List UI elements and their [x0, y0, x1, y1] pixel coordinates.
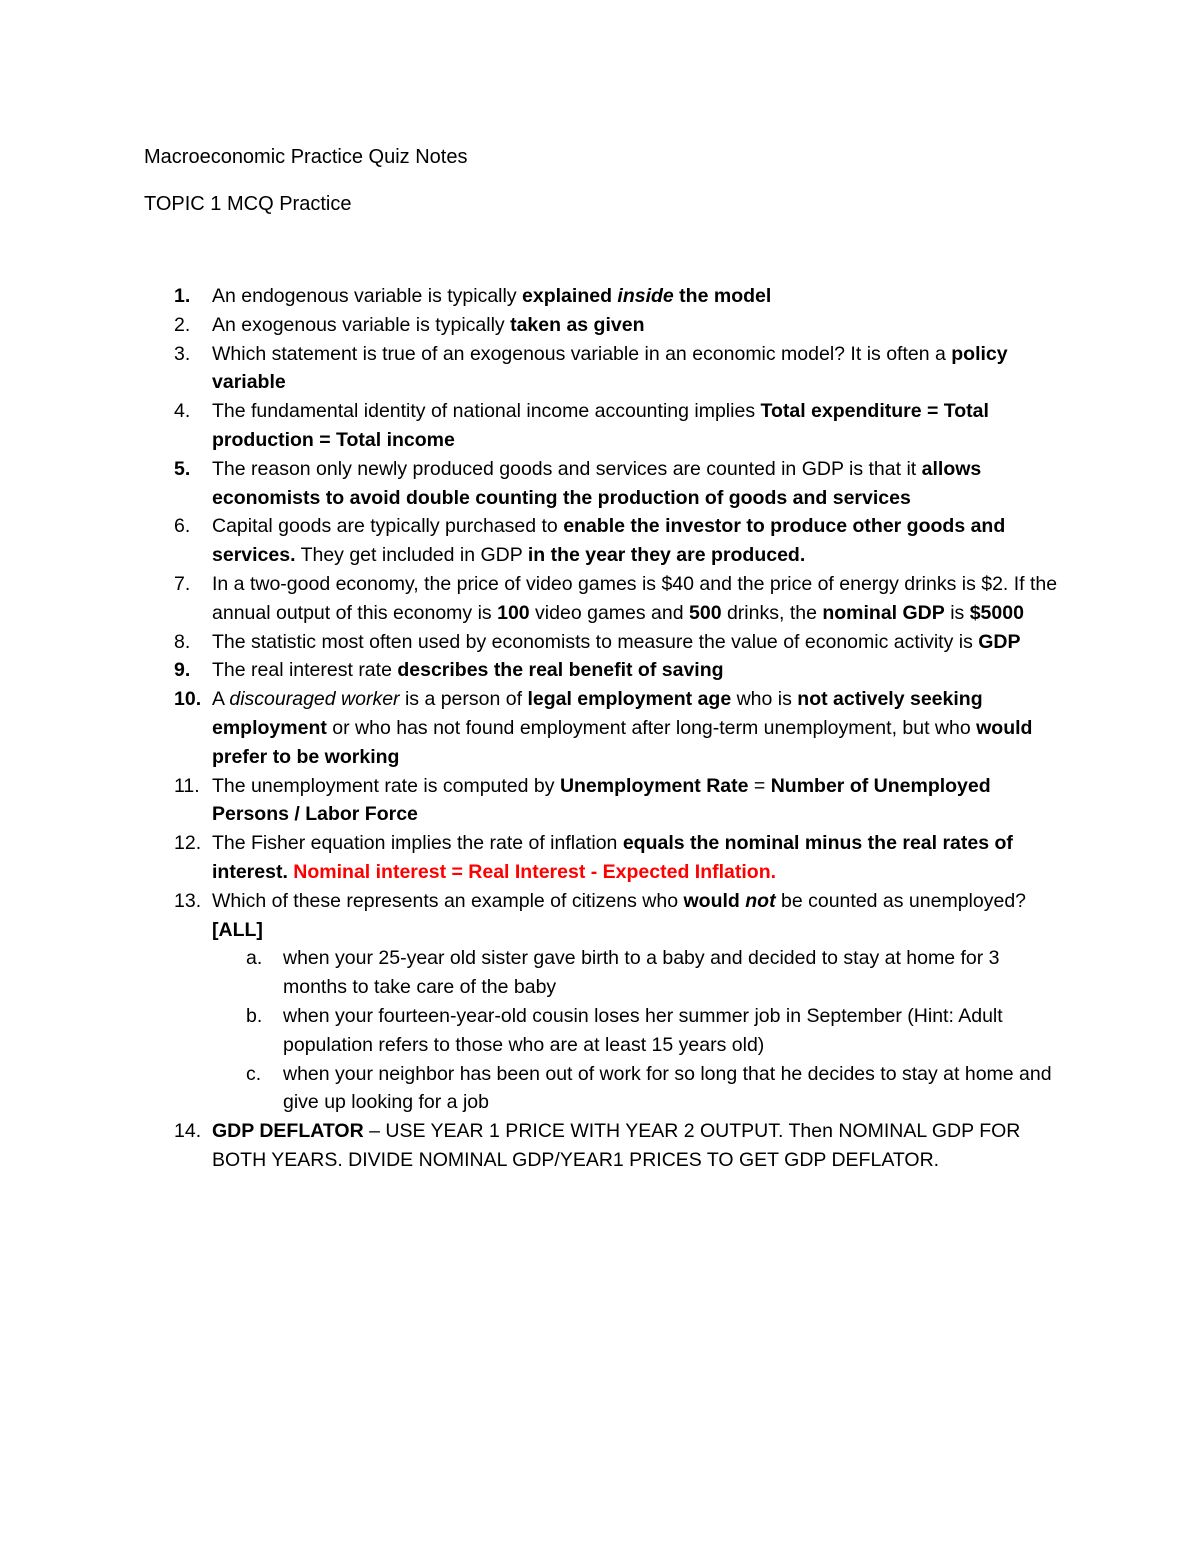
list-item	[144, 685, 1064, 771]
list-item	[144, 628, 1064, 657]
list-item-number: 14.	[174, 1120, 202, 1143]
text-run: is a person of	[399, 688, 528, 711]
text-run: The reason only newly produced goods and services are counted in GDP is that it	[212, 457, 922, 480]
list-item	[144, 455, 1064, 513]
list-item-text	[212, 631, 1021, 653]
list-item-text	[212, 688, 1032, 768]
list-item	[144, 397, 1064, 455]
text-run: 500	[689, 601, 722, 624]
text-run: – USE YEAR 1 PRICE WITH YEAR 2 OUTPUT. Then NOMINAL GDP FOR BOTH YEARS. DIVIDE NOMINAL GDP/YEAR1 PRICES TO GET GDP DEFLATOR.	[212, 1120, 1021, 1171]
sub-list	[212, 944, 1064, 1117]
text-run: not actively seeking employment	[212, 688, 983, 739]
text-run: A	[212, 688, 230, 711]
question-list	[144, 282, 1064, 1175]
list-item-number: 10.	[174, 688, 202, 711]
text-run: the model	[673, 285, 772, 307]
text-run: drinks, the	[721, 601, 823, 624]
list-item-number: 5.	[174, 457, 191, 480]
list-item	[144, 340, 1064, 398]
list-item	[144, 772, 1064, 830]
text-run: Total expenditure = Total production = Total income	[212, 400, 989, 451]
list-item-number: 12.	[174, 832, 202, 855]
text-run: The unemployment rate is computed by	[212, 774, 560, 797]
list-item-text	[212, 285, 771, 307]
text-run: Nominal interest = Real Interest - Expected Inflation.	[293, 860, 777, 883]
text-run: explained	[522, 285, 618, 307]
text-run: nominal GDP	[822, 601, 945, 624]
sub-list-item-text: when your 25-year old sister gave birth to a baby and decided to stay at home for 3 months to take care of the baby	[283, 947, 1000, 999]
list-item	[144, 1117, 1064, 1175]
text-run: The Fisher equation implies the rate of inflation	[212, 832, 623, 855]
list-item-number: 1.	[174, 285, 191, 307]
document-subtitle: TOPIC 1 MCQ Practice	[144, 193, 352, 215]
list-item-text	[212, 1120, 1020, 1171]
text-run: in the year they are produced.	[527, 544, 806, 567]
sub-list-item-label: a.	[246, 947, 263, 970]
text-run: 100	[497, 601, 530, 624]
text-run: Number of Unemployed Persons / Labor Force	[212, 774, 991, 826]
text-run: An exogenous variable is typically	[212, 313, 511, 336]
text-run: An endogenous variable is typically	[212, 285, 523, 307]
text-run: discouraged worker	[229, 688, 400, 711]
text-run: GDP	[978, 630, 1021, 653]
list-item-number: 13.	[174, 889, 202, 912]
text-run: would prefer to be working	[212, 716, 1033, 768]
text-run: be counted as unemployed?	[775, 889, 1027, 912]
sub-list-item	[212, 1002, 1064, 1060]
text-run: describes the real benefit of saving	[397, 659, 724, 682]
list-item-number: 4.	[174, 400, 191, 423]
list-item-number: 6.	[174, 515, 191, 538]
sub-list-item-label: c.	[246, 1062, 262, 1085]
text-run: who is	[731, 688, 798, 711]
list-item-number: 2.	[174, 313, 191, 336]
text-run: The fundamental identity of national income accounting implies	[212, 400, 761, 423]
list-item-number: 8.	[174, 630, 191, 653]
text-run: would	[683, 889, 746, 912]
sub-list-item-text: when your fourteen-year-old cousin loses her summer job in September (Hint: Adult population refers to those who are at least 15 years old)	[283, 1004, 1003, 1056]
list-item-number: 9.	[174, 659, 191, 682]
list-item-number: 7.	[174, 572, 191, 595]
list-item	[144, 311, 1064, 340]
text-run: policy variable	[212, 342, 1008, 394]
text-run: enable the investor to produce other goods and services.	[212, 515, 1006, 567]
sub-list-item	[212, 944, 1064, 1002]
list-item	[144, 570, 1064, 628]
list-item-text	[212, 400, 989, 451]
list-item-text	[212, 573, 1057, 624]
text-run: Which of these represents an example of citizens who	[212, 889, 684, 912]
list-item-text	[212, 832, 1013, 883]
text-run: $5000	[969, 601, 1024, 624]
list-item-text	[212, 775, 991, 826]
text-run: taken as given	[510, 313, 645, 336]
list-item	[144, 512, 1064, 570]
list-item	[144, 829, 1064, 887]
sub-list-item-text: when your neighbor has been out of work for so long that he decides to stay at home and give up looking for a job	[283, 1062, 1052, 1114]
text-run: Which statement is true of an exogenous variable in an economic model? It is often a	[212, 342, 952, 365]
list-item-number: 11.	[174, 774, 200, 797]
text-run: The real interest rate	[212, 659, 398, 682]
text-run: In a two-good economy, the price of video games is $40 and the price of energy drinks is $2. If the annual output of this economy is	[212, 572, 1058, 624]
text-run: video games and	[529, 601, 689, 624]
list-item	[144, 887, 1064, 1117]
text-run: or who has not found employment after long-term unemployment, but who	[326, 716, 977, 739]
list-item-text	[212, 343, 1008, 394]
list-item-text	[212, 659, 724, 681]
sub-list-item-label: b.	[246, 1004, 263, 1027]
list-item	[144, 282, 1064, 311]
text-run: equals the nominal minus the real rates of interest.	[212, 832, 1013, 883]
text-run: not	[745, 889, 776, 912]
list-item-text	[212, 515, 1005, 566]
text-run: Unemployment Rate	[559, 774, 749, 797]
text-run: =	[748, 774, 771, 797]
text-run: allows economists to avoid double counting the production of goods and services	[212, 457, 982, 509]
text-run: Capital goods are typically purchased to	[212, 515, 564, 538]
document-title: Macroeconomic Practice Quiz Notes	[144, 146, 468, 168]
list-item-number: 3.	[174, 342, 191, 365]
list-item-text	[212, 314, 645, 336]
text-run: The statistic most often used by economists to measure the value of economic activity is	[212, 630, 979, 653]
text-run: inside	[617, 285, 674, 307]
text-run: GDP DEFLATOR	[212, 1120, 364, 1143]
text-run: They get included in GDP	[295, 544, 528, 567]
list-item-text	[212, 458, 981, 509]
list-item-text	[212, 890, 1026, 941]
text-run: [ALL]	[212, 918, 263, 941]
list-item	[144, 656, 1064, 685]
text-run: is	[944, 601, 970, 624]
text-run: legal employment age	[527, 688, 732, 711]
sub-list-item	[212, 1060, 1064, 1118]
